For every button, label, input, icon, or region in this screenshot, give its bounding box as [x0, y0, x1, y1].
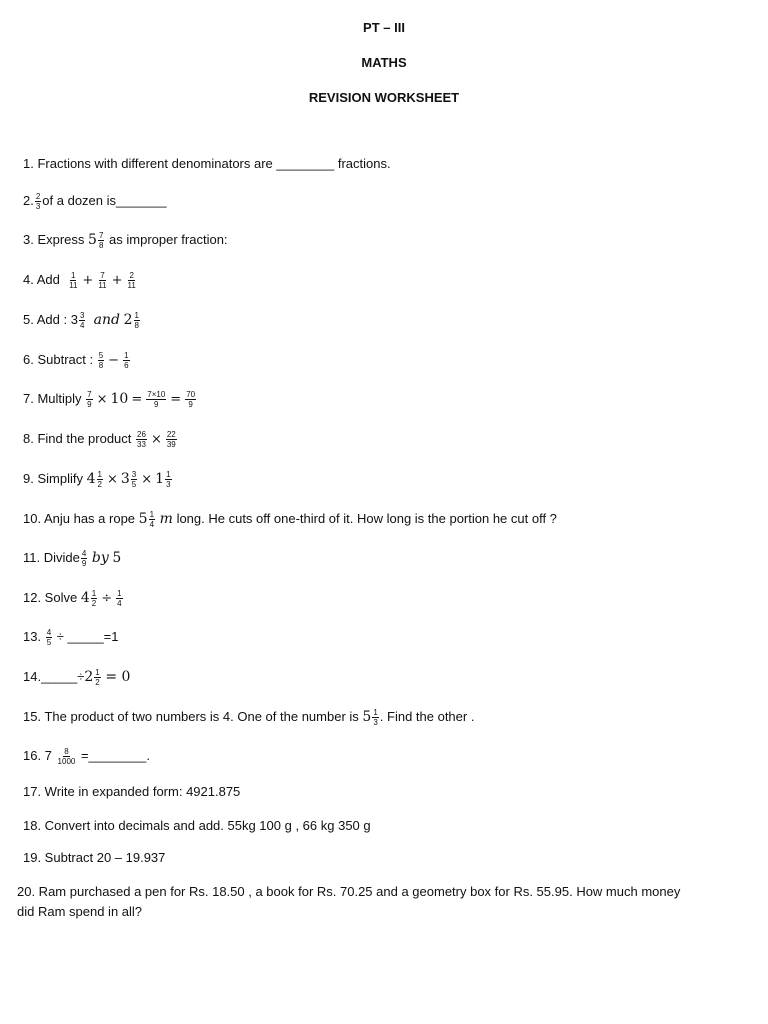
question-15-suffix: . Find the other . — [379, 708, 475, 724]
fraction — [123, 351, 129, 370]
times-sign: × — [150, 431, 162, 447]
question-5-text: 5. Add : 3 — [23, 311, 78, 327]
numerator: 1 — [97, 470, 102, 479]
question-13 — [23, 628, 119, 647]
denominator: 6 — [124, 361, 129, 370]
question-19: 19. Subtract 20 – 19.937 — [23, 850, 166, 865]
whole-number: 5 — [138, 510, 148, 527]
plus-sign: + — [82, 272, 94, 288]
numerator: 1 — [134, 311, 139, 320]
divide-sign: ÷ — [101, 590, 113, 606]
whole-number: 5 — [88, 231, 97, 248]
numerator: 4 — [81, 549, 87, 558]
whole-number: 2 — [123, 311, 133, 328]
fraction — [79, 311, 85, 330]
question-10-text: 10. Anju has a rope — [23, 510, 136, 526]
question-16-text: 16. 7 — [23, 747, 52, 763]
fraction — [98, 351, 104, 370]
question-13-number: 13. — [23, 628, 42, 644]
question-14-text: 14._____÷ — [23, 668, 85, 684]
question-9-text: 9. Simplify — [23, 470, 83, 486]
numerator: 70 — [186, 390, 196, 399]
fraction — [46, 628, 52, 647]
whole-number: 3 — [120, 470, 130, 487]
fraction — [91, 589, 97, 608]
denominator: 3 — [166, 480, 171, 489]
denominator: 4 — [149, 520, 155, 529]
question-17: 17. Write in expanded form: 4921.875 — [23, 784, 241, 799]
denominator: 1000 — [57, 757, 76, 766]
question-2 — [23, 192, 167, 211]
question-12 — [23, 589, 124, 608]
question-2-number: 2. — [23, 192, 34, 208]
fraction — [166, 430, 177, 449]
numerator: 8 — [64, 747, 69, 756]
numerator: 2 — [129, 271, 134, 280]
question-12-text: 12. Solve — [23, 589, 78, 605]
fraction — [35, 192, 41, 211]
question-8-text: 8. Find the product — [23, 430, 132, 446]
question-20: 20. Ram purchased a pen for Rs. 18.50 , a book for Rs. 70.25 and a geometry box for Rs. 55.95. How much money did Ram spend in all? — [17, 884, 681, 919]
question-15 — [23, 708, 474, 727]
numerator: 1 — [71, 271, 76, 280]
unit-metre: m — [159, 510, 173, 527]
denominator: 9 — [188, 400, 193, 409]
question-4-text: 4. Add — [23, 271, 60, 287]
denominator: 4 — [117, 599, 122, 608]
subject-title: MATHS — [361, 55, 407, 70]
minus-sign: − — [108, 352, 120, 368]
denominator: 5 — [131, 480, 137, 489]
numerator: 1 — [95, 668, 100, 677]
numerator: 3 — [131, 470, 137, 479]
whole-number: 1 — [155, 470, 165, 487]
question-16-suffix: =________. — [80, 747, 151, 763]
whole-number: 2 — [84, 668, 94, 685]
denominator: 2 — [91, 599, 97, 608]
numerator: 7 — [98, 231, 104, 240]
question-2-text: of a dozen is_______ — [42, 192, 167, 208]
by-word: by — [91, 549, 109, 566]
denominator: 11 — [98, 281, 107, 290]
fraction — [94, 668, 100, 687]
question-5 — [23, 311, 141, 330]
numerator: 2 — [35, 192, 41, 201]
denominator: 9 — [87, 400, 92, 409]
numerator: 1 — [91, 589, 97, 598]
fraction — [97, 271, 107, 290]
question-10 — [23, 510, 557, 529]
fraction — [97, 470, 103, 489]
fraction — [134, 311, 140, 330]
plus-sign: + — [111, 272, 123, 288]
denominator: 5 — [46, 638, 52, 647]
fraction — [81, 549, 87, 568]
fraction — [98, 231, 104, 250]
question-11-text: 11. Divide — [23, 549, 80, 565]
numerator: 3 — [79, 311, 85, 320]
whole-number: 4 — [86, 470, 96, 487]
question-14-suffix: = 0 — [105, 668, 131, 685]
question-3 — [23, 231, 228, 250]
denominator: 9 — [154, 400, 159, 409]
denominator: 3 — [35, 202, 41, 211]
denominator: 33 — [137, 440, 146, 449]
question-3-suffix: as improper fraction: — [109, 231, 228, 247]
number-five: 5 — [112, 549, 122, 566]
numerator: 1 — [117, 589, 122, 598]
denominator: 4 — [79, 321, 85, 330]
question-15-text: 15. The product of two numbers is 4. One of the number is — [23, 708, 359, 724]
fraction — [131, 470, 137, 489]
fraction — [165, 470, 171, 489]
denominator: 3 — [373, 718, 378, 727]
times-sign: × — [96, 391, 108, 407]
times-sign: × — [141, 471, 153, 487]
numerator: 5 — [98, 351, 104, 360]
numerator: 1 — [149, 510, 155, 519]
fraction — [185, 390, 196, 409]
denominator: 9 — [81, 559, 87, 568]
denominator: 2 — [95, 678, 100, 687]
fraction — [68, 271, 78, 290]
numerator: 4 — [46, 628, 52, 637]
worksheet-title: REVISION WORKSHEET — [308, 90, 460, 105]
equals-sign: = — [170, 391, 182, 407]
denominator: 39 — [166, 440, 176, 449]
question-9 — [23, 470, 173, 489]
whole-number: 4 — [80, 589, 90, 606]
question-7 — [23, 390, 197, 409]
denominator: 8 — [98, 361, 104, 370]
question-1: 1. Fractions with different denominators are ________ fractions. — [23, 156, 391, 171]
question-7-text: 7. Multiply — [23, 390, 82, 406]
whole-number: 5 — [362, 708, 372, 725]
numerator: 1 — [124, 351, 129, 360]
question-13-text: ÷ _____=1 — [56, 628, 119, 644]
question-8 — [23, 430, 178, 449]
numerator: 26 — [137, 430, 146, 439]
denominator: 8 — [134, 321, 139, 330]
fraction — [372, 708, 378, 727]
question-10-suffix: long. He cuts off one-third of it. How long is the portion he cut off ? — [176, 510, 557, 526]
numerator: 7×10 — [147, 390, 166, 399]
question-18: 18. Convert into decimals and add. 55kg 100 g , 66 kg 350 g — [23, 818, 371, 833]
fraction — [136, 430, 147, 449]
fraction — [57, 747, 77, 766]
and-word: and — [93, 311, 120, 328]
fraction — [146, 390, 166, 409]
question-14 — [23, 668, 130, 687]
numerator: 22 — [166, 430, 176, 439]
denominator: 8 — [98, 241, 104, 250]
numerator: 7 — [100, 271, 105, 280]
fraction — [127, 271, 137, 290]
exam-title: PT – III — [363, 20, 405, 35]
number-ten: 10 — [110, 390, 129, 407]
numerator: 7 — [87, 390, 92, 399]
question-4 — [23, 271, 138, 290]
denominator: 11 — [127, 281, 136, 290]
denominator: 2 — [97, 480, 102, 489]
question-6 — [23, 351, 131, 370]
fraction — [86, 390, 92, 409]
fraction — [149, 510, 155, 529]
numerator: 1 — [166, 470, 171, 479]
question-11 — [23, 549, 121, 568]
question-3-text: 3. Express — [23, 231, 85, 247]
question-16 — [23, 747, 150, 766]
times-sign: × — [106, 471, 118, 487]
question-6-text: 6. Subtract : — [23, 351, 94, 367]
fraction — [116, 589, 122, 608]
denominator: 11 — [69, 281, 78, 290]
numerator: 1 — [373, 708, 378, 717]
equals-sign: = — [131, 391, 143, 407]
